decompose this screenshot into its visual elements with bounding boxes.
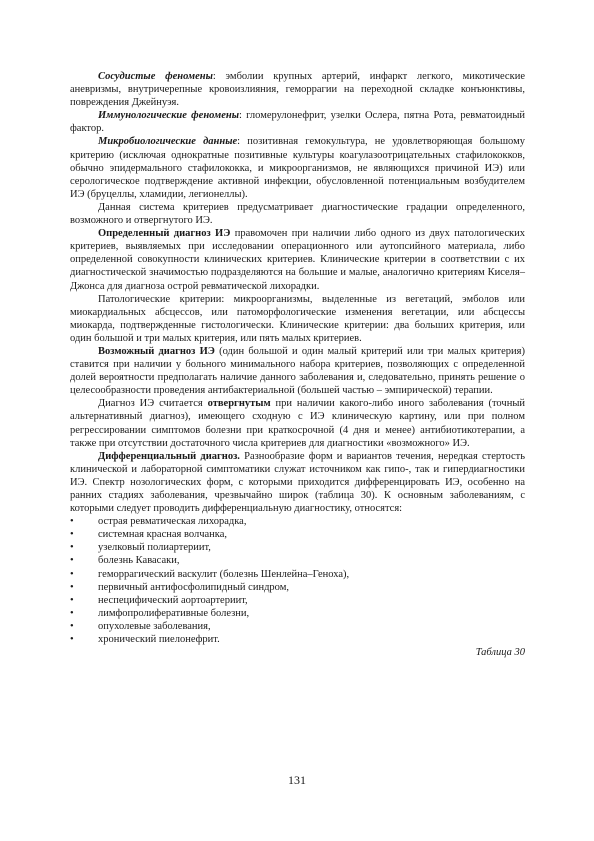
paragraph-microbiological xyxy=(70,135,525,200)
list-item xyxy=(70,607,525,620)
paragraph-text: при наличии какого-либо иного заболевания (точный альтернативный диагноз), имеющего сходную с ИЭ клиническую картину, или при полном регрессировании симптомов болезни при краткосрочной (4 дня и менее) антибиотикотерапии, а также при отсутствии достаточного числа критериев для диагностики «возможного» ИЭ. xyxy=(70,398,525,449)
list-item xyxy=(70,541,525,554)
bullet-icon: • xyxy=(70,568,74,580)
paragraph-vascular xyxy=(70,70,525,109)
list-item-text: узелковый полиартериит, xyxy=(98,542,211,554)
bullet-icon: • xyxy=(70,581,74,593)
bullet-icon: • xyxy=(70,594,74,606)
term-possible: Возможный диагноз ИЭ xyxy=(98,345,215,357)
bullet-icon: • xyxy=(70,542,74,554)
paragraph-rejected xyxy=(70,397,525,449)
list-item-text: системная красная волчанка, xyxy=(98,529,227,541)
paragraph-text: Разнообразие форм и вариантов течения, нередкая стертость клинической и лабораторной симптоматики служат источником как гипо-, так и гипердиагностики ИЭ. Спектр нозологических форм, с которыми приходится дифференцировать ИЭ, особенно на ранних стадиях заболевания, чрезвычайно широк (таблица 30). К основным заболеваниям, с которыми следует проводить дифференциальную диагностику, относятся: xyxy=(70,450,525,515)
paragraph-text: (один большой и один малый критерий или три малых критерия) ставится при наличии у больного минимального набора критериев, позволяющих с определенной долей вероятности предполагать наличие данного заболевания и, следовательно, принять решение о целесообразности проведения антибактериальной (большей частью – эмпирической) терапии. xyxy=(70,345,525,397)
bullet-icon: • xyxy=(70,555,74,567)
term-rejected: отвергнутым xyxy=(207,398,271,410)
term-differential: Дифференциальный диагноз. xyxy=(98,450,240,462)
bullet-icon: • xyxy=(70,516,74,528)
list-item xyxy=(70,581,525,594)
list-item xyxy=(70,528,525,541)
paragraph-gradations xyxy=(70,201,525,227)
paragraph-text: : гломерулонефрит, узелки Ослера, пятна Рота, ревматоидный фактор. xyxy=(70,110,525,135)
list-item-text: хронический пиелонефрит. xyxy=(98,634,220,646)
list-item xyxy=(70,554,525,567)
list-item xyxy=(70,594,525,607)
list-item-text: болезнь Кавасаки, xyxy=(98,555,180,567)
paragraph-text: Диагноз ИЭ считается xyxy=(98,398,208,410)
paragraph-text: Патологические критерии: микроорганизмы, выделенные из вегетаций, эмболов или миокардиальных абсцессов, или патоморфологические изменения вегетации, или абсцессы миокарда, подтвержденные гистологически. Клинические критерии: два больших критерия, или один большой и три малых критерия, или пять малых критериев. xyxy=(70,293,525,344)
paragraph-definite xyxy=(70,227,525,292)
list-item-text: острая ревматическая лихорадка, xyxy=(98,516,247,528)
list-item-text: лимфопролиферативные болезни, xyxy=(98,607,250,619)
list-item xyxy=(70,620,525,633)
paragraph-pathological xyxy=(70,293,525,345)
term-vascular: Сосудистые феномены xyxy=(98,71,213,82)
list-item-text: опухолевые заболевания, xyxy=(98,620,211,632)
list-item-text: неспецифический аортоартериит, xyxy=(98,594,248,606)
disease-list xyxy=(70,515,525,646)
paragraph-text: : эмболии крупных артерий, инфаркт легкого, микотические аневризмы, внутричерепные кровоизлияния, геморрагии на переходной складке конъюнктивы, повреждения Джейнуэя. xyxy=(70,71,525,109)
list-item-text: первичный антифосфолипидный синдром, xyxy=(98,581,289,593)
page-number: 131 xyxy=(288,773,306,787)
paragraph-possible xyxy=(70,345,525,397)
bullet-icon: • xyxy=(70,607,74,619)
bullet-icon: • xyxy=(70,634,74,646)
paragraph-differential xyxy=(70,450,525,515)
table-caption: Таблица 30 xyxy=(475,647,525,659)
term-microbiological: Микробиологические данные xyxy=(98,136,238,148)
list-item-text: геморрагический васкулит (болезнь Шенлейна–Геноха), xyxy=(98,568,350,580)
bullet-icon: • xyxy=(70,529,74,541)
term-immunological: Иммунологические феномены xyxy=(98,110,239,122)
paragraph-text: Данная система критериев предусматривает диагностические градации определенного, возможного и отвергнутого ИЭ. xyxy=(70,201,525,227)
list-item xyxy=(70,515,525,528)
list-item xyxy=(70,633,525,646)
term-definite: Определенный диагноз ИЭ xyxy=(98,228,231,240)
paragraph-text: правомочен при наличии либо одного из двух патологических критериев, выявляемых при исследовании операционного или аутопсийного материала, либо определенной совокупности клинических критериев. Клинические критерии в соответствии с их диагностической значимостью подразделяются на большие и малые, аналогично критериям Киселя–Джонса для диагноза острой ревматической лихорадки. xyxy=(70,228,525,292)
paragraph-immunological xyxy=(70,109,525,135)
list-item xyxy=(70,568,525,581)
page-body xyxy=(70,70,525,659)
paragraph-text: : позитивная гемокультура, не удовлетворяющая большому критерию (исключая однократные позитивные культуры коагулазоотрицательных стафилококков, обычно эпидермального стафилококка, и микроорганизмов, не являющихся причиной ИЭ) или серологическое подтверждение активной инфекции, обусловленной потенциальным возбудителем ИЭ (бруцеллы, хламидии, легионеллы). xyxy=(70,136,525,200)
bullet-icon: • xyxy=(70,620,74,632)
